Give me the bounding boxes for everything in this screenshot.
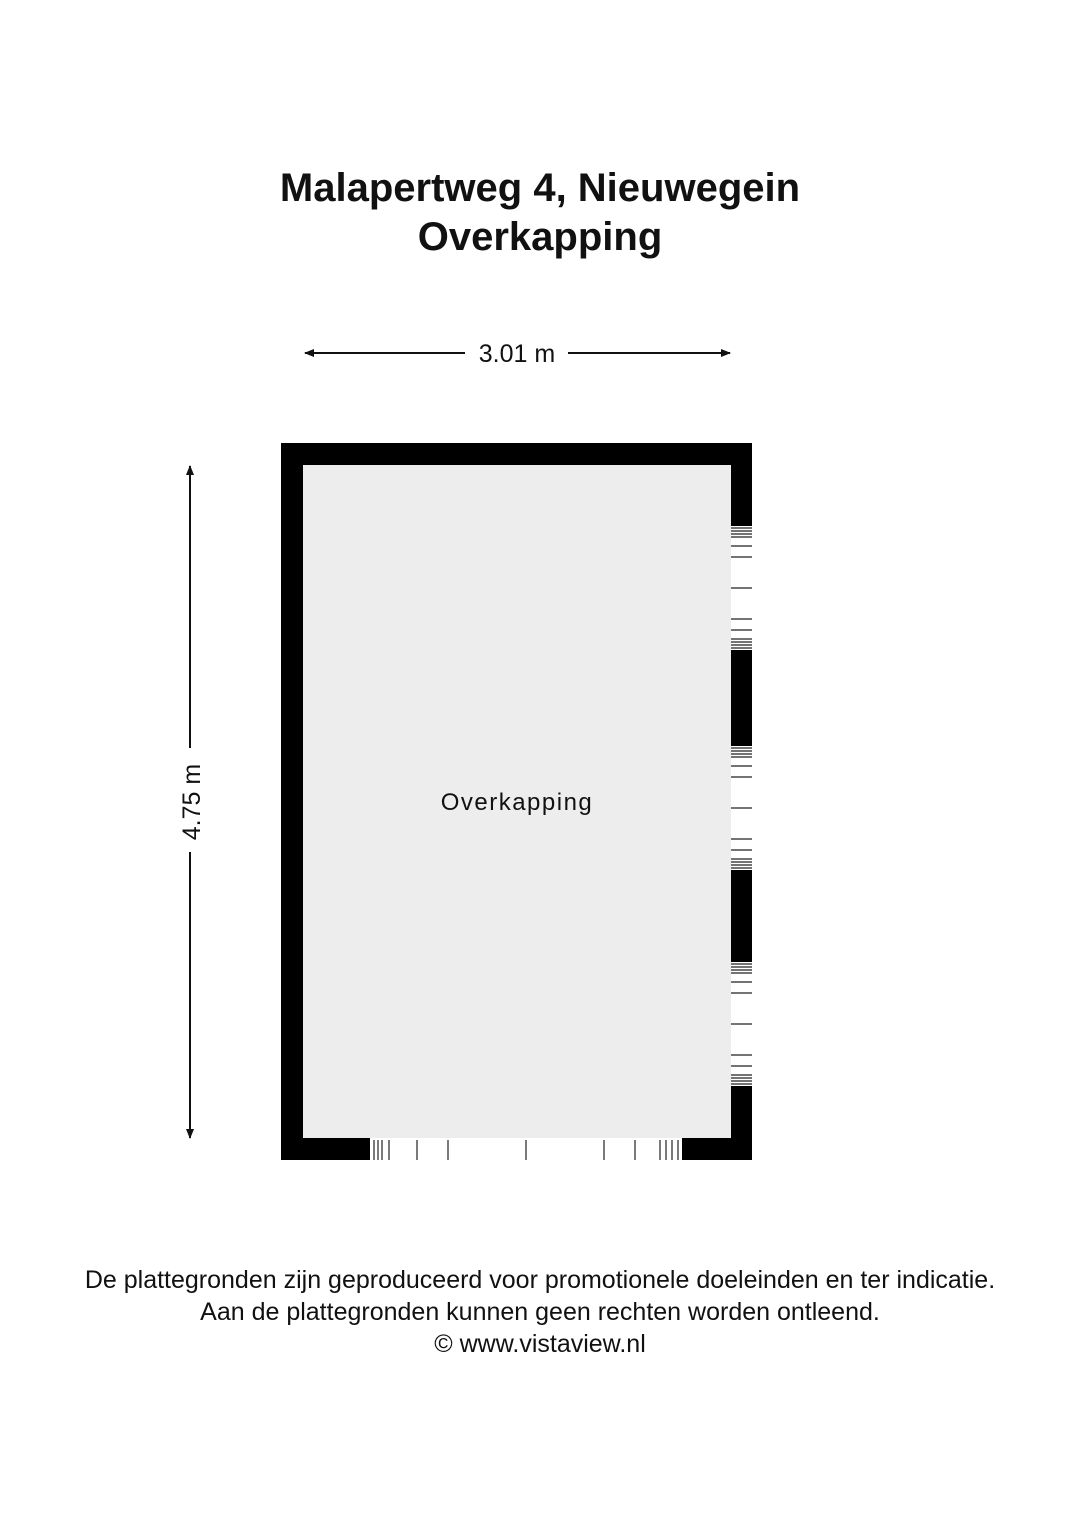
width-dimension	[305, 340, 730, 368]
disclaimer-line-1: De plattegronden zijn geproduceerd voor promotionele doeleinden en ter indicatie.	[84, 1266, 996, 1294]
disclaimer-line-2: Aan de plattegronden kunnen geen rechten worden ontleend.	[200, 1298, 880, 1326]
copyright-line: © www.vistaview.nl	[434, 1330, 646, 1358]
title-floor-name: Overkapping	[417, 215, 663, 259]
title-address: Malapertweg 4, Nieuwegein	[279, 166, 801, 210]
width-label: 3.01 m	[478, 340, 556, 368]
right-wall-openings	[731, 526, 752, 1086]
height-dimension	[178, 466, 206, 1138]
height-label: 4.75 m	[178, 763, 206, 841]
room-label-overkapping: Overkapping	[440, 789, 594, 816]
bottom-wall-opening	[370, 1138, 682, 1160]
